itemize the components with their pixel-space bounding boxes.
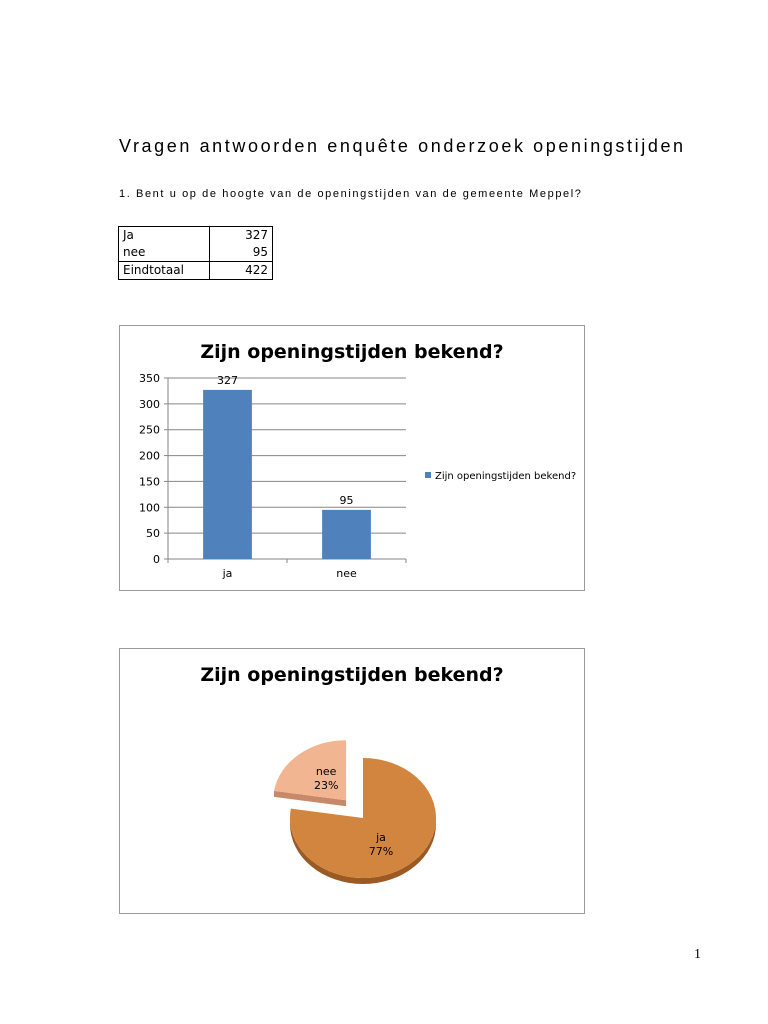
y-tick-label: 0	[153, 553, 160, 566]
table-cell-value: 422	[210, 262, 273, 280]
bar-nee	[322, 510, 371, 559]
bar-chart	[119, 325, 585, 591]
bar-chart-title: Zijn openingstijden bekend?	[200, 341, 504, 363]
pie-percent-ja: 77%	[368, 844, 394, 858]
table-row	[119, 244, 273, 262]
y-tick-label: 100	[139, 501, 160, 515]
table-cell-label: nee	[119, 244, 210, 262]
y-tick-label: 50	[146, 527, 160, 541]
data-label: 95	[339, 493, 354, 507]
document-title: Vragen antwoorden enquête onderzoek openingstijden	[119, 136, 686, 156]
page-number: 1	[694, 947, 701, 962]
pie-percent-nee: 23%	[313, 779, 339, 793]
table-cell-label: Eindtotaal	[119, 262, 210, 280]
table-row	[119, 262, 273, 280]
x-tick-label: nee	[336, 567, 357, 580]
bar-chart-canvas	[120, 326, 584, 590]
table-cell-value: 95	[210, 244, 273, 262]
question-text: 1. Bent u op de hoogte van de openingstijden van de gemeente Meppel?	[119, 188, 583, 200]
x-tick-label: ja	[222, 567, 233, 580]
data-label: 327	[217, 373, 238, 387]
legend-swatch	[425, 472, 431, 478]
y-tick-label: 350	[139, 372, 160, 385]
table-cell-label: Ja	[119, 227, 210, 245]
pie-chart-canvas	[120, 649, 584, 913]
response-table	[118, 226, 273, 280]
y-tick-label: 200	[139, 449, 160, 463]
legend-label: Zijn openingstijden bekend?	[435, 471, 577, 482]
table-row	[119, 227, 273, 245]
y-tick-label: 150	[139, 475, 160, 489]
pie-chart-title: Zijn openingstijden bekend?	[200, 664, 504, 686]
pie-label-nee: nee	[315, 765, 337, 779]
bar-ja	[203, 390, 252, 559]
pie-label-ja: ja	[376, 830, 386, 844]
table-cell-value: 327	[210, 227, 273, 245]
pie-chart	[119, 648, 585, 914]
y-tick-label: 250	[139, 423, 160, 437]
y-tick-label: 300	[139, 397, 160, 411]
